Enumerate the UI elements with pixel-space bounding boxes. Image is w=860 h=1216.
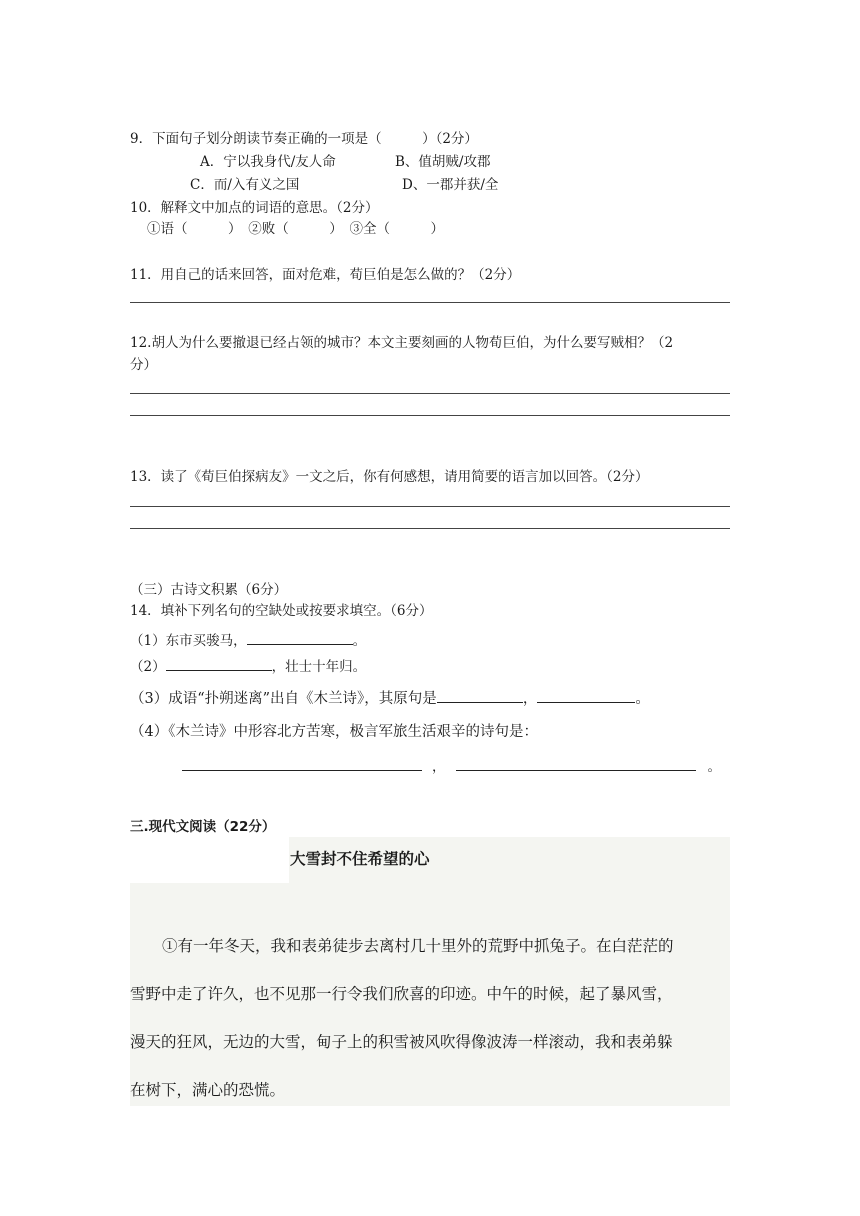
passage-line-2: 雪野中走了许久，也不见那一行令我们欣喜的印迹。中午的时候，起了暴风雪，	[130, 985, 673, 1003]
passage-line-1: ①有一年冬天，我和表弟徒步去离村几十里外的荒野中抓兔子。在白茫茫的	[162, 937, 674, 955]
q14-item-4-end: 。	[707, 759, 721, 775]
q14-item-4: （4）《木兰诗》中形容北方苦寒，极言军旅生活艰辛的诗句是：	[130, 724, 538, 740]
passage-title: 大雪封不住希望的心	[290, 850, 430, 868]
q14-item-2-prefix: （2）	[130, 659, 166, 675]
q14-item-3-blank-2[interactable]	[537, 688, 635, 703]
q13-answer-line-2[interactable]	[130, 528, 730, 529]
q12-stem-line2: 分）	[130, 357, 157, 373]
q13-answer-line-1[interactable]	[130, 506, 730, 507]
q12-stem-line1: 12.胡人为什么要撤退已经占领的城市？本文主要刻画的人物荀巨伯，为什么要写贼相？（2	[130, 335, 674, 351]
q12-answer-line-1[interactable]	[130, 393, 730, 394]
q9-option-a: A．宁以我身代/友人命	[200, 154, 336, 170]
q9-option-d: D、一郡并获/全	[402, 177, 499, 193]
q9-option-b: B、值胡贼/攻郡	[395, 154, 491, 170]
q14-item-4-sep: ，	[432, 759, 446, 775]
q11-stem: 11．用自己的话来回答，面对危难，荀巨伯是怎么做的？（2分）	[130, 267, 521, 283]
q12-answer-line-2[interactable]	[130, 415, 730, 416]
q10-items: ①语（ ） ②败（ ） ③全（ ）	[147, 221, 444, 237]
passage-line-3: 漫天的狂风，无边的大雪，甸子上的积雪被风吹得像波涛一样滚动，我和表弟躲	[130, 1033, 673, 1051]
q14-item-2-blank[interactable]	[166, 656, 272, 671]
q14-item-4-blank-1[interactable]	[182, 756, 422, 771]
q11-answer-line[interactable]	[130, 302, 730, 303]
q14-item-3-end: 。	[635, 691, 650, 707]
q14-item-3-text: （3）成语“扑朔迷离”出自《木兰诗》，其原句是	[130, 691, 437, 707]
passage-line-4: 在树下，满心的恐慌。	[130, 1081, 286, 1099]
q13-stem: 13．读了《荀巨伯探病友》一文之后，你有何感想，请用简要的语言加以回答。（2分）	[130, 469, 649, 485]
q14-item-3-sep: ，	[522, 691, 538, 707]
poetry-section-heading: （三）古诗文积累（6分）	[130, 582, 288, 598]
q14-item-2-text: ，壮士十年归。	[271, 659, 367, 675]
q14-item-1	[130, 630, 366, 650]
q14-item-1-end: 。	[352, 633, 367, 649]
q14-item-1-text: （1）东市买骏马，	[130, 633, 247, 649]
q14-item-3	[130, 688, 650, 708]
q14-item-4-answer	[182, 756, 721, 776]
q14-item-3-blank-1[interactable]	[437, 688, 523, 703]
q9-stem: 9．下面句子划分朗读节奏正确的一项是（ ）（2分）	[130, 131, 478, 147]
q9-option-c: C．而/入有义之国	[190, 177, 300, 193]
q14-item-4-blank-2[interactable]	[456, 756, 696, 771]
modern-reading-heading: 三.现代文阅读（22分）	[130, 819, 276, 835]
q10-stem: 10．解释文中加点的词语的意思。（2分）	[130, 200, 379, 216]
q14-stem: 14．填补下列名句的空缺处或按要求填空。（6分）	[130, 603, 433, 619]
q14-item-2	[130, 656, 366, 676]
q14-item-1-blank[interactable]	[247, 630, 353, 645]
